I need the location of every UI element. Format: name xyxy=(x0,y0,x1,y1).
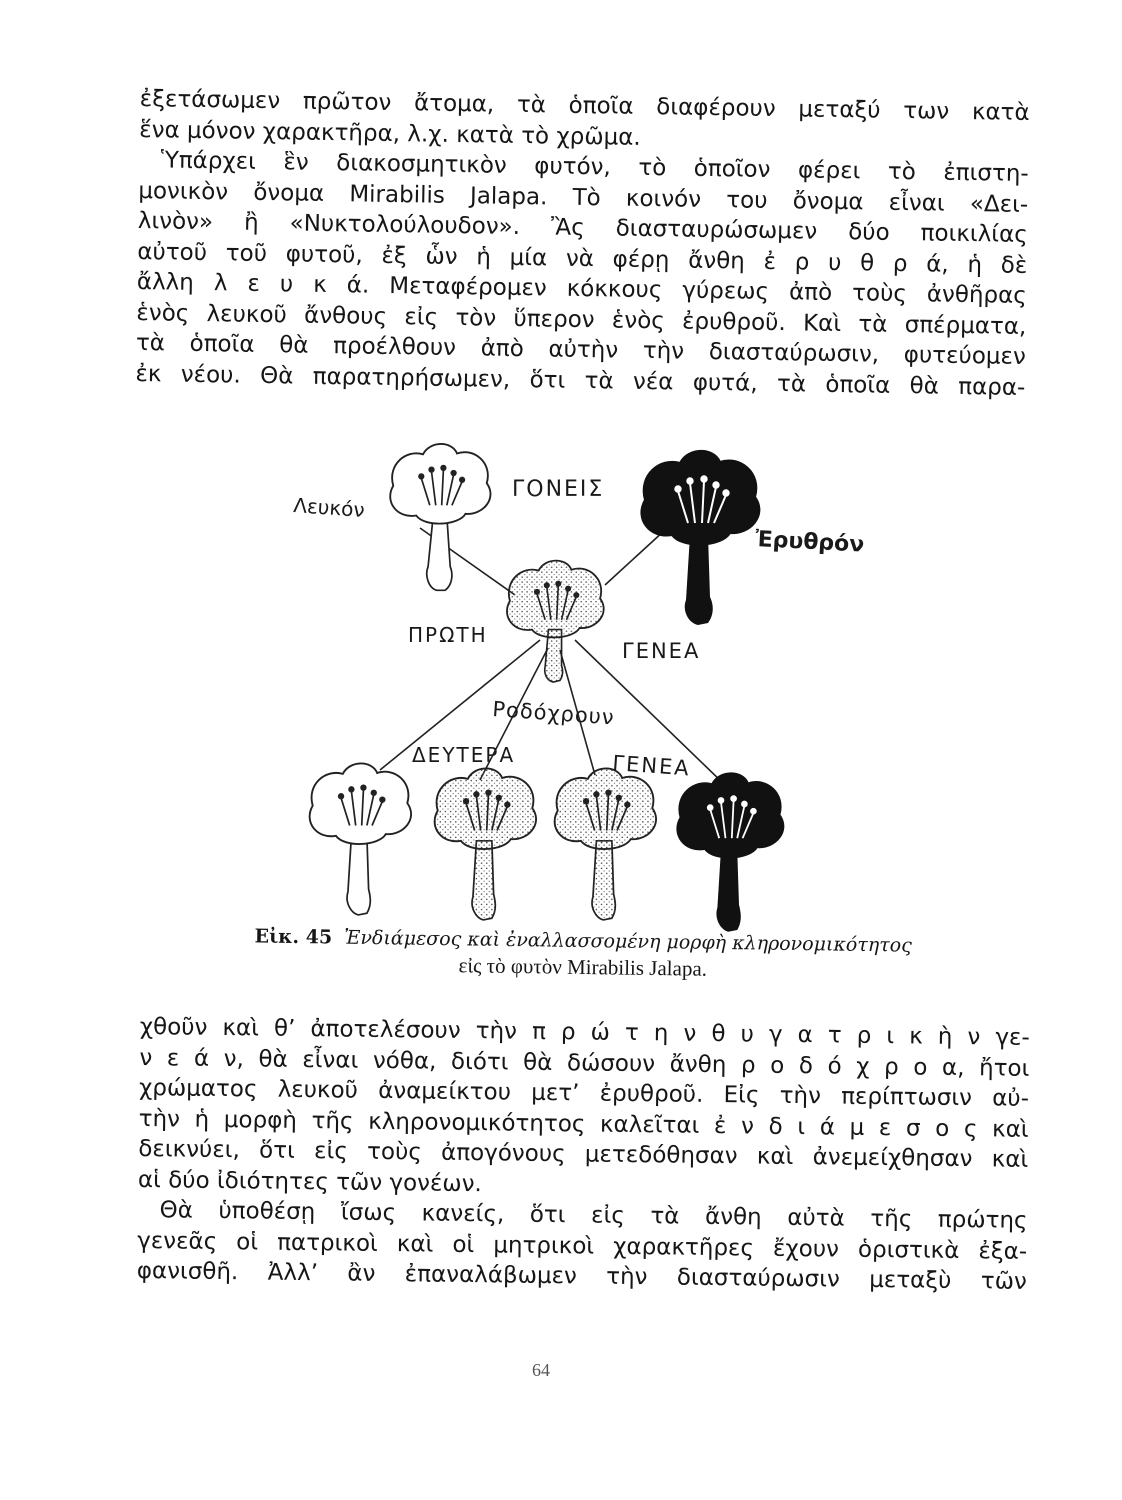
label-pink: Ροδόχρουν xyxy=(491,697,616,730)
text-line: Θὰ ὑποθέσῃ ἴσως κανείς, ὅτι εἰς τὰ ἄνθη αὐτὰ τῆς πρώτης xyxy=(159,1197,1028,1234)
red-flower-parent xyxy=(641,451,759,625)
label-red: Ἐρυθρόν xyxy=(754,527,865,558)
text-line: τὴν ἡ μορφὴ τῆς κληρονομικότητος καλεῖται ἐ ν δ ι ά μ ε σ ο ς καὶ xyxy=(138,1105,1029,1143)
text-line: Ὑπάρχει ἓν διακοσμητικὸν φυτόν, τὸ ὁποῖον φέρει τὸ ἐπιστη- xyxy=(160,147,1029,187)
text-line: ἕνα μόνον χαρακτῆρα, λ.χ. κατὰ τὸ χρῶμα. xyxy=(139,116,641,151)
text-line: ν ε ά ν, θὰ εἶναι νόθα, διότι θὰ δώσουν ἄνθη ρ ο δ ό χ ρ ο α, ἤτοι xyxy=(139,1044,1030,1082)
label-white: Λευκόν xyxy=(292,493,366,522)
text-line: αἱ δύο ἰδιότητες τῶν γονέων. xyxy=(137,1166,482,1197)
text-line: αὐτοῦ τοῦ φυτοῦ, ἐξ ὧν ἡ μία νὰ φέρῃ ἄνθη ἐ ρ υ θ ρ ά, ἡ δὲ xyxy=(137,238,1028,279)
label-first: ΠΡΩΤΗ xyxy=(408,623,488,647)
caption-number: Εἰκ. 45 xyxy=(254,925,333,949)
text-line: γενεᾶς οἱ πατρικοὶ καὶ οἱ μητρικοὶ χαρακτῆρες ἔχουν ὁριστικὰ ἐξα- xyxy=(137,1227,1028,1265)
pink-flower-f2-b xyxy=(555,768,656,919)
text-line: ἐξετάσωμεν πρῶτον ἄτομα, τὰ ὁποῖα διαφέρουν μεταξύ των κατὰ xyxy=(139,85,1030,126)
pink-flower-f2-a xyxy=(435,768,536,919)
text-line: δεικνύει, ὅτι εἰς τοὺς ἀπογόνους μετεδόθησαν καὶ ἀνεμείχθησαν καὶ xyxy=(138,1135,1029,1173)
white-flower-f2 xyxy=(310,763,411,914)
text-line: χρώματος λευκοῦ ἀναμείκτου μετ’ ἐρυθροῦ. Εἰς τὴν περίπτωσιν αὐ- xyxy=(138,1074,1030,1112)
text-line: ἄλλη λ ε υ κ ά. Μεταφέρομεν κόκκους γύρεως ἀπὸ τοὺς ἀνθῆρας xyxy=(136,268,1027,309)
text-line: ἑνὸς λευκοῦ ἄνθους εἰς τὸν ὕπερον ἑνὸς ἐρυθροῦ. Καὶ τὰ σπέρματα, xyxy=(136,299,1027,340)
label-generation-1: ΓΕΝΕΑ xyxy=(622,639,701,663)
red-flower-f2 xyxy=(677,773,783,932)
caption-line-2: εἰς τὸ φυτὸν Mirabilis Jalapa. xyxy=(458,953,708,981)
label-generation-2: ΓΕΝΕΑ xyxy=(611,751,692,781)
figure-caption xyxy=(198,923,969,986)
caption-text: Ἐνδιάμεσος καὶ ἐναλλασσομένη μορφὴ κληρονομικότητος xyxy=(344,926,912,957)
label-second: ΔΕΥΤΕΡΑ xyxy=(412,743,516,767)
text-line: τὰ ὁποῖα θὰ προέλθουν ἀπὸ αὐτὴν τὴν διασταύρωσιν, φυτεύομεν xyxy=(135,329,1027,370)
text-line: μονικὸν ὄνομα Mirabilis Jalapa. Τὸ κοινόν του ὄνομα εἶναι «Δει- xyxy=(138,177,1029,218)
text-bottom xyxy=(137,1012,1030,1297)
text-line: λινὸν» ἢ «Νυκτολούλουδον». Ἂς διασταυρώσωμεν δύο ποικιλίας xyxy=(137,207,1028,248)
white-flower-parent xyxy=(390,444,490,590)
page-number: 64 xyxy=(532,1360,550,1380)
label-parents: ΓΟΝΕΙΣ xyxy=(512,477,605,502)
text-line: φανισθῆ. Ἀλλ’ ἂν ἐπαναλάβωμεν τὴν διασταύρωσιν μεταξὺ τῶν xyxy=(136,1257,1027,1295)
text-line: χθοῦν καὶ θ’ ἀποτελέσουν τὴν π ρ ώ τ η ν θ υ γ α τ ρ ι κ ὴ ν γε- xyxy=(139,1013,1030,1051)
pink-flower-f1 xyxy=(507,561,604,682)
text-line: ἐκ νέου. Θὰ παρατηρήσωμεν, ὅτι τὰ νέα φυτά, τὰ ὁποῖα θὰ παρα- xyxy=(135,360,1026,401)
